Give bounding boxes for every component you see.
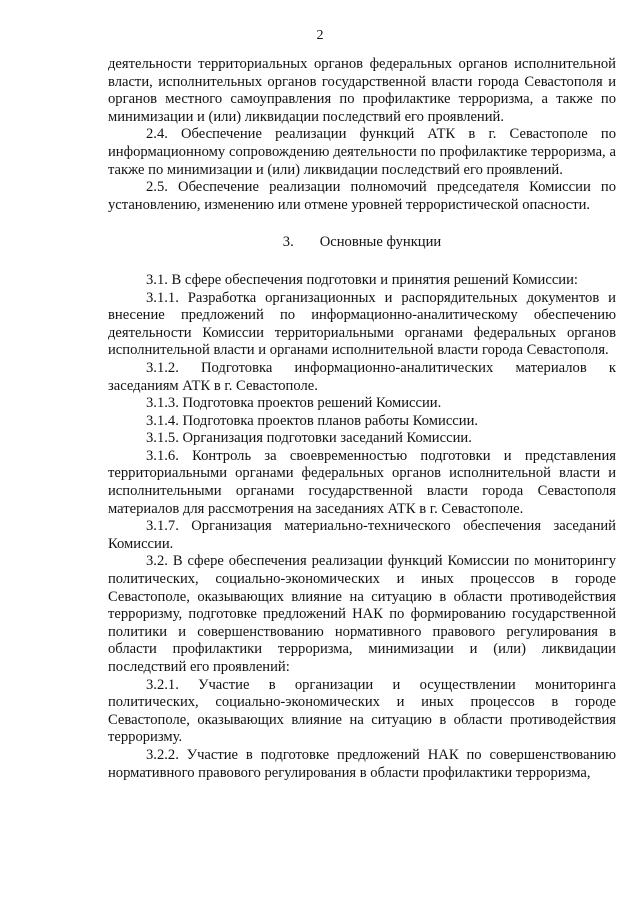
- section-heading: [108, 234, 616, 252]
- paragraph-3-1-4: 3.1.4. Подготовка проектов планов работы Комиссии.: [146, 412, 479, 429]
- paragraph-3-1-7: 3.1.7. Организация материально-технического обеспечения заседаний Комиссии.: [108, 518, 616, 552]
- paragraph-3-1-2: 3.1.2. Подготовка информационно-аналитических материалов к заседаниям АТК в г. Севастополе.: [108, 359, 616, 394]
- paragraph-3-2: 3.2. В сфере обеспечения реализации функций Комиссии по мониторингу политических, социально-экономических и иных процессов в городе Севастополе, оказывающих влияние на ситуацию в области противодействия терроризму, подготовке предложений НАК по формированию государственной политики и совершенствованию нормативного правового регулирования в области профилактики терроризма, минимизации и (или) ликвидации последствий его проявлений:: [108, 553, 616, 675]
- paragraph-3-1-1: 3.1.1. Разработка организационных и распорядительных документов и внесение предложений по информационно-аналитическому обеспечению деятельности Комиссии территориальными органами федеральных органов исполнительной власти и органами исполнительной власти города Севастополя.: [108, 289, 616, 359]
- page-number: 2: [316, 28, 324, 43]
- paragraph-3-1-3: 3.1.3. Подготовка проектов решений Комиссии.: [146, 395, 442, 412]
- paragraph-continuation: деятельности территориальных органов федеральных органов исполнительной власти, исполнительных органов государственной власти города Севастополя и органов местного самоуправления по профилактике терроризма, а также по минимизации и (или) ликвидации последствий его проявлений.: [108, 56, 616, 125]
- paragraph-3-2-1: 3.2.1. Участие в организации и осуществлении мониторинга политических, социально-экономических и иных процессов в городе Севастополе, оказывающих влияние на ситуацию в области противодействия терроризму.: [108, 676, 616, 746]
- paragraph-3-1-6: 3.1.6. Контроль за своевременностью подготовки и представления территориальными органами федеральных органов исполнительной власти и исполнительными органами государственной власти города Севастополя материалов для рассмотрения на заседаниях АТК в г. Севастополе.: [108, 447, 616, 517]
- paragraph-3-2-2: 3.2.2. Участие в подготовке предложений НАК по совершенствованию нормативного правового регулирования в области профилактики терроризма,: [108, 746, 616, 781]
- paragraph-3-1-5: 3.1.5. Организация подготовки заседаний Комиссии.: [146, 430, 472, 447]
- section-title: Основные функции: [319, 234, 442, 251]
- paragraph-2-4: 2.4. Обеспечение реализации функций АТК в г. Севастополе по информационному сопровождению деятельности по профилактике терроризма, а также по минимизации и (или) ликвидации последствий его проявлений.: [108, 126, 616, 178]
- section-number: 3.: [282, 234, 294, 251]
- paragraph-3-1: 3.1. В сфере обеспечения подготовки и принятия решений Комиссии:: [146, 271, 578, 288]
- document-body: [108, 56, 616, 782]
- paragraph-2-5: 2.5. Обеспечение реализации полномочий председателя Комиссии по установлению, изменению или отмене уровней террористической опасности.: [108, 179, 616, 213]
